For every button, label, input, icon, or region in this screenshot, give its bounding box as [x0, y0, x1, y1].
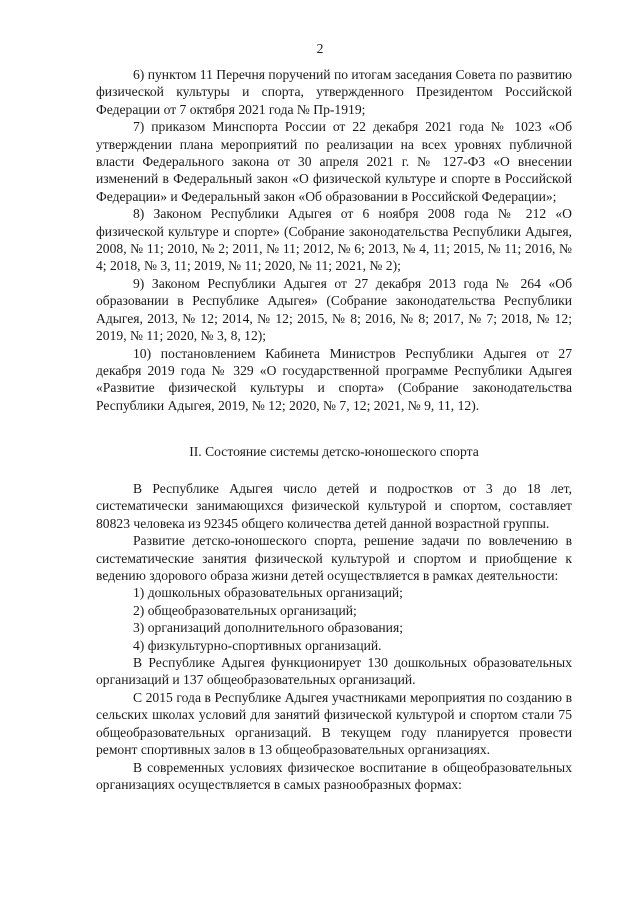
list-item: 1) дошкольных образовательных организаций;	[133, 585, 403, 601]
list-item: 6) пунктом 11 Перечня поручений по итогам заседания Совета по развитию физической культуры и спорта, утвержденного Президентом Российской Федерации от 7 октября 2021 года № Пр-1919;	[96, 67, 572, 117]
paragraph: В Республике Адыгея число детей и подростков от 3 до 18 лет, систематически занимающихся физической культурой и спортом, составляет 80823 человека из 92345 общего количества детей данной возрастной группы.	[96, 481, 572, 531]
list-item: 2) общеобразовательных организаций;	[133, 602, 357, 618]
list-item: 8) Законом Республики Адыгея от 6 ноября 2008 года № 212 «О физической культуре и спорте» (Собрание законодательства Республики Адыгея, 2008, № 11; 2010, № 2; 2011, № 11; 2012, № 6; 2013, № 4, 11; 2015, № 11; 2016, № 4; 2018, № 3, 11; 2019, № 11; 2020, № 11; 2021, № 2);	[96, 206, 572, 274]
list-item: 9) Законом Республики Адыгея от 27 декабря 2013 года № 264 «Об образовании в Республике Адыгея» (Собрание законодательства Республики Адыгея, 2013, № 12; 2014, № 12; 2015, № 8; 2016, № 8; 2017, № 7; 2018, № 12; 2019, № 11; 2020, № 3, 8, 12);	[96, 275, 572, 344]
legal-basis-list	[96, 66, 572, 414]
paragraph: С 2015 года в Республике Адыгея участниками мероприятия по созданию в сельских школах условий для занятий физической культурой и спортом стали 75 общеобразовательных организаций. В текущем году планируется провести ремонт спортивных залов в 13 общеобразовательных организациях.	[96, 689, 572, 758]
section-body	[96, 480, 572, 793]
page-number: 2	[316, 41, 324, 56]
list-item: 10) постановлением Кабинета Министров Республики Адыгея от 27 декабря 2019 года № 329 «О государственной программе Республики Адыгея «Развитие физической культуры и спорта» (Собрание законодательства Республики Адыгея, 2019, № 12; 2020, № 7, 12; 2021, № 9, 11, 12).	[96, 345, 572, 413]
list-item: 3) организаций дополнительного образования;	[133, 620, 403, 636]
paragraph: Развитие детско-юношеского спорта, решение задачи по вовлечению в систематические занятия физической культурой и спортом и приобщение к ведению здорового образа жизни детей осуществляется в рамках деятельности:	[96, 533, 572, 584]
section-heading: II. Состояние системы детско-юношеского спорта	[189, 444, 479, 459]
list-item: 7) приказом Минспорта России от 22 декабря 2021 года № 1023 «Об утверждении плана мероприятий по реализации на всех уровнях публичной власти Федерального закона от 30 апреля 2021 г. № 127-ФЗ «О внесении изменений в Федеральный закон «О физической культуре и спорте в Российской Федерации» и Федеральный закон «Об образовании в Российской Федерации»;	[96, 119, 572, 204]
list-item: 4) физкультурно-спортивных организаций.	[133, 637, 382, 653]
paragraph: В современных условиях физическое воспитание в общеобразовательных организациях осуществляется в самых разнообразных формах:	[96, 759, 572, 792]
paragraph: В Республике Адыгея функционирует 130 дошкольных образовательных организаций и 137 общеобразовательных организаций.	[96, 655, 572, 688]
